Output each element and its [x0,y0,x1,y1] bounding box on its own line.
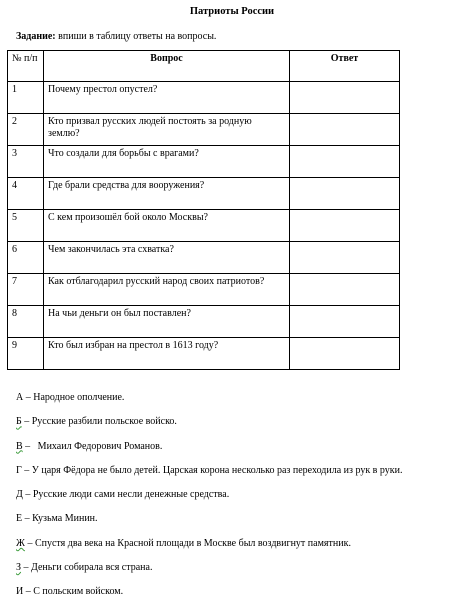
header-answer: Ответ [290,51,400,82]
answer-text: – Русские разбили польское войско. [21,416,177,428]
table-row [8,210,400,242]
answer-letter: Ж [16,537,25,549]
list-item [16,586,402,598]
row-answer-cell[interactable] [290,306,400,338]
row-number: 1 [8,82,44,114]
table-row [8,274,400,306]
table-row [8,242,400,274]
page-title: Патриоты России [189,6,275,17]
row-question: С кем произошёл бой около Москвы? [44,210,290,242]
list-item [16,392,402,404]
answer-text: – Народное ополчение. [23,392,125,403]
answer-text: – Спустя два века на Красной площади в Москве был воздвигнут памятник. [24,537,351,549]
row-question: Где брали средства для вооружения? [44,178,290,210]
answer-letter: Е [16,513,23,525]
row-answer-cell[interactable] [290,114,400,146]
row-number: 4 [8,178,44,210]
answer-text: – У царя Фёдора не было детей. Царская корона несколько раз переходила из рук в руки. [21,464,403,476]
list-item [16,562,402,574]
answer-text: – Кузьма Минин. [22,513,98,525]
row-answer-cell[interactable] [290,146,400,178]
questions-table [7,50,400,370]
row-number: 3 [8,146,44,178]
row-question: Кто был избран на престол в 1613 году? [44,338,290,370]
row-answer-cell[interactable] [290,178,400,210]
header-question: Вопрос [44,51,290,82]
table-row [8,338,400,370]
row-number: 9 [8,338,44,370]
row-number: 8 [8,306,44,338]
row-question: Как отблагодарил русский народ своих патриотов? [44,274,290,306]
header-number: № п/п [8,51,44,82]
task-label: Задание: [16,31,56,42]
row-answer-cell[interactable] [290,242,400,274]
row-question: Почему престол опустел? [44,82,290,114]
table-header-row [8,51,400,82]
row-answer-cell[interactable] [290,338,400,370]
table-row [8,82,400,114]
table-row [8,178,400,210]
list-item [16,513,402,525]
answer-text: – С польским войском. [23,586,124,598]
answer-text: – Михаил Федорович Романов. [22,440,163,452]
task-text: впиши в таблицу ответы на вопросы. [55,31,217,42]
row-answer-cell[interactable] [290,210,400,242]
list-item [16,416,402,428]
row-number: 2 [8,114,44,146]
list-item [16,538,402,550]
answer-letter: З [16,562,22,574]
row-number: 6 [8,242,44,274]
answer-options-list [16,392,402,611]
answer-letter: Г [16,464,22,476]
row-question: Чем закончилась эта схватка? [44,242,290,274]
task-instruction [16,31,216,42]
table-row [8,146,400,178]
answer-letter: Д [16,489,23,501]
answer-letter: Б [16,416,22,428]
row-question: На чьи деньги он был поставлен? [44,306,290,338]
table-row [8,114,400,146]
answer-letter: В [16,440,23,452]
list-item [16,489,402,501]
list-item [16,441,402,453]
list-item [16,465,402,477]
table-row [8,306,400,338]
row-question: Кто призвал русских людей постоять за родную землю? [44,114,290,146]
row-answer-cell[interactable] [290,82,400,114]
row-question: Что создали для борьбы с врагами? [44,146,290,178]
answer-letter: А [16,392,24,403]
answer-letter: И [16,586,24,598]
answer-text: – Деньги собирала вся страна. [21,562,153,574]
row-number: 7 [8,274,44,306]
answer-text: – Русские люди сами несли денежные средства. [22,489,230,501]
row-number: 5 [8,210,44,242]
row-answer-cell[interactable] [290,274,400,306]
